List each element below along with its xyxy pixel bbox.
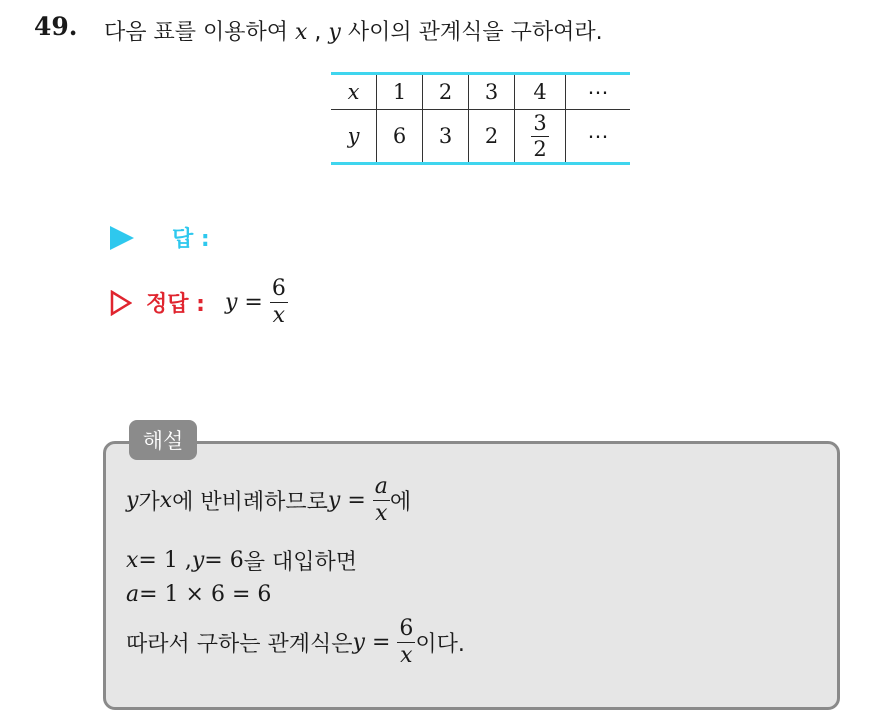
solution-line-2 bbox=[126, 545, 357, 576]
table-cell: x bbox=[331, 74, 377, 110]
table-cell: 2 bbox=[469, 110, 515, 164]
solution-expr-lhs: y = bbox=[327, 488, 366, 513]
fraction-denominator: x bbox=[375, 501, 388, 526]
fraction bbox=[373, 476, 390, 525]
fraction bbox=[531, 110, 548, 161]
solution-line-4 bbox=[126, 618, 465, 667]
table-cell: 2 bbox=[423, 74, 469, 110]
solution-text: 따라서 구하는 관계식은 bbox=[126, 632, 353, 657]
solution-line-1 bbox=[126, 476, 411, 525]
question-comma: , bbox=[307, 20, 329, 45]
fraction-numerator: a bbox=[374, 474, 388, 499]
fraction-numerator: 6 bbox=[271, 276, 286, 301]
solution-text: = 1 × 6 = 6 bbox=[139, 582, 272, 607]
table-cell: 4 bbox=[515, 74, 566, 110]
correct-answer-row bbox=[110, 278, 288, 327]
fraction-denominator: x bbox=[272, 303, 286, 328]
solution-line-3 bbox=[126, 582, 271, 607]
question-text-post: 사이의 관계식을 구하여라. bbox=[340, 20, 603, 45]
fraction bbox=[270, 278, 288, 327]
table-row-y bbox=[331, 110, 630, 164]
solution-text: 에 bbox=[389, 490, 412, 515]
correct-answer-expression bbox=[225, 278, 288, 327]
fraction-denominator: x bbox=[400, 643, 413, 668]
expression-lhs: y = bbox=[224, 290, 263, 315]
question-var-x: x bbox=[295, 20, 308, 45]
correct-answer-label: 정답 : bbox=[146, 292, 205, 317]
solution-var: x bbox=[126, 548, 139, 573]
answer-row bbox=[110, 222, 210, 253]
value-table bbox=[331, 72, 630, 165]
table-cell: 3 bbox=[423, 110, 469, 164]
answer-label: 답 : bbox=[172, 227, 210, 252]
solution-text: 가 bbox=[138, 490, 160, 515]
filled-triangle-icon bbox=[110, 226, 134, 250]
fraction-numerator: 6 bbox=[399, 616, 414, 641]
table-row-x bbox=[331, 74, 630, 110]
solution-text: 을 대입하면 bbox=[243, 550, 357, 575]
solution-expr-lhs: y = bbox=[352, 630, 391, 655]
question-text-pre: 다음 표를 이용하여 bbox=[104, 20, 295, 45]
solution-text: = 6 bbox=[204, 548, 244, 573]
question-number: 49. bbox=[34, 12, 78, 41]
solution-text: 이다. bbox=[415, 632, 465, 657]
solution-var: y bbox=[126, 488, 139, 513]
solution-text: 에 반비례하므로 bbox=[172, 490, 328, 515]
fraction-denominator: 2 bbox=[533, 136, 547, 161]
table-cell: 1 bbox=[377, 74, 423, 110]
outline-triangle-icon bbox=[110, 290, 132, 316]
solution-var: a bbox=[126, 582, 140, 607]
question-text bbox=[104, 15, 603, 46]
table-cell: ⋯ bbox=[566, 74, 631, 110]
table-cell-fraction bbox=[515, 110, 566, 164]
solution-var: x bbox=[159, 488, 173, 513]
table-cell: 3 bbox=[469, 74, 515, 110]
fraction bbox=[397, 618, 415, 667]
question-var-y: y bbox=[328, 20, 341, 45]
solution-tag: 해설 bbox=[129, 420, 197, 460]
solution-text: = 1 , bbox=[138, 548, 192, 573]
table-cell: y bbox=[331, 110, 377, 164]
table-cell: 6 bbox=[377, 110, 423, 164]
solution-var: y bbox=[191, 548, 205, 573]
table-cell: ⋯ bbox=[566, 110, 631, 164]
fraction-numerator: 3 bbox=[533, 110, 547, 135]
